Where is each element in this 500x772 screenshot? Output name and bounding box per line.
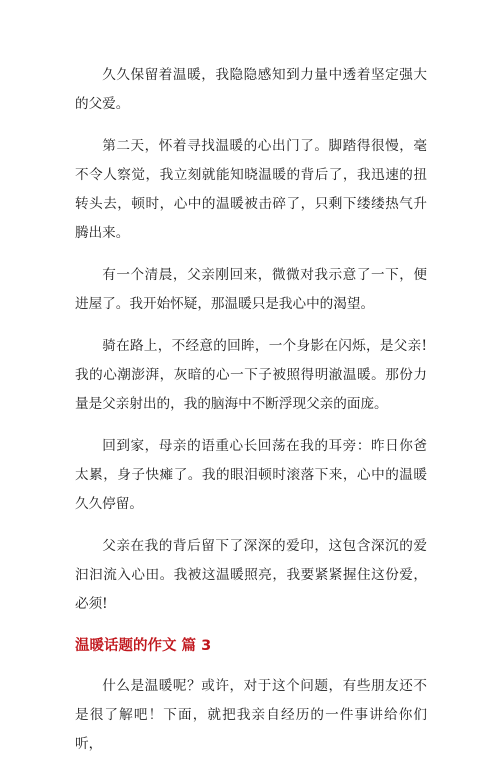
article-body xyxy=(75,61,427,772)
section-heading: 温暖话题的作文 篇 3 xyxy=(75,638,212,654)
paragraph-4: 骑在路上，不经意的回眸，一个身影在闪烁，是父亲!我的心潮澎湃，灰暗的心一下子被照得明澈温暖。那份力量是父亲射出的，我的脑海中不断浮现父亲的面庞。 xyxy=(75,338,427,412)
paragraph-5: 回到家，母亲的语重心长回荡在我的耳旁：昨日你爸太累，身子快瘫了。我的眼泪顿时滚落下来，心中的温暖久久停留。 xyxy=(75,438,427,512)
paragraph-1: 久久保留着温暖，我隐隐感知到力量中透着坚定强大的父爱。 xyxy=(75,67,427,112)
paragraph-6: 父亲在我的背后留下了深深的爱印，这包含深沉的爱汩汩流入心田。我被这温暖照亮，我要紧紧握住这份爱，必须! xyxy=(75,538,427,612)
paragraph-3: 有一个清晨，父亲刚回来，微微对我示意了一下，便进屋了。我开始怀疑，那温暖只是我心中的渴望。 xyxy=(75,267,427,312)
paragraph-7: 什么是温暖呢？或许，对于这个问题，有些朋友还不是很了解吧！下面，就把我亲自经历的一件事讲给你们听， xyxy=(75,678,427,752)
paragraph-2: 第二天，怀着寻找温暖的心出门了。脚踏得很慢，毫不令人察觉，我立刻就能知晓温暖的背后了，我迅速的扭转头去，顿时，心中的温暖被击碎了，只剩下缕缕热气升腾出来。 xyxy=(75,138,427,241)
